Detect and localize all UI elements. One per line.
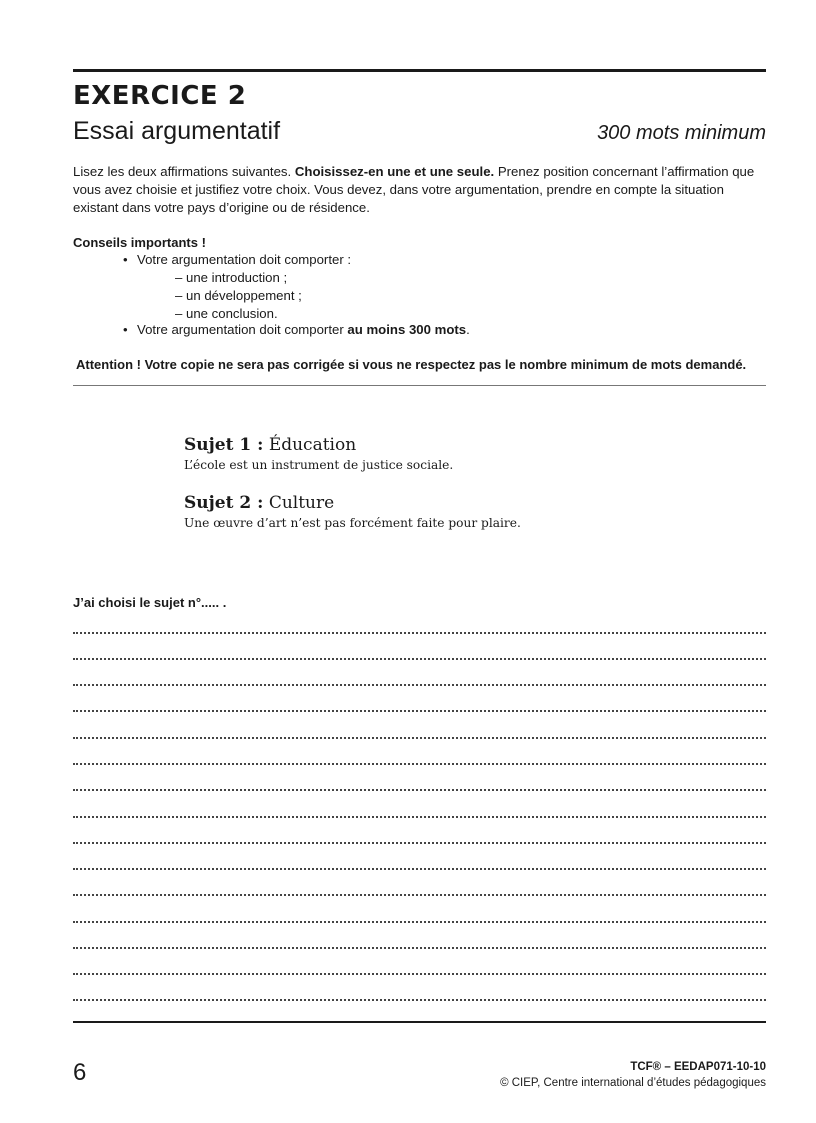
answer-line[interactable] <box>73 710 766 712</box>
warning-text: Attention ! Votre copie ne sera pas corrigée si vous ne respectez pas le nombre minimum de mots demandé. <box>76 357 747 372</box>
footer-copyright: © CIEP, Centre international d’études pédagogiques <box>500 1077 766 1089</box>
page-number: 6 <box>73 1059 87 1086</box>
answer-line[interactable] <box>73 789 766 791</box>
word-minimum: 300 mots minimum <box>597 122 766 144</box>
answer-line[interactable] <box>73 921 766 923</box>
instructions <box>73 163 766 217</box>
instructions-part3: Prenez position concernant l’affirmation que vous avez choisie et justifiez votre choix. Vous devez, dans votre argumentation, prendre en compte la situation existant dans votre pays d’origine ou de résidence. <box>73 164 755 215</box>
conseils-title: Conseils importants ! <box>73 235 206 250</box>
conseil-bullet-1 <box>123 251 351 269</box>
sujet-1-label: Sujet 1 : <box>184 435 264 455</box>
instructions-bold: Choisissez-en une et une seule. <box>294 164 495 179</box>
sujet-1-theme: Éducation <box>268 435 357 455</box>
sujet-2-text: Une œuvre d’art n’est pas forcément faite pour plaire. <box>184 516 521 530</box>
answer-line[interactable] <box>73 658 766 660</box>
bullet-1-text: Votre argumentation doit comporter : <box>137 252 352 267</box>
footer-code: TCF® – EEDAP071-10-10 <box>630 1061 766 1073</box>
bullet-dot-icon: • <box>123 252 128 267</box>
sujet-1 <box>184 434 453 473</box>
answer-line[interactable] <box>73 868 766 870</box>
choice-blank[interactable]: ..... . <box>201 595 227 610</box>
exercise-subtitle: Essai argumentatif <box>73 117 281 145</box>
instructions-part1: Lisez les deux affirmations suivantes. <box>73 164 295 179</box>
bottom-rule <box>73 1021 766 1023</box>
answer-line[interactable] <box>73 632 766 634</box>
sujet-2 <box>184 492 521 531</box>
answer-line[interactable] <box>73 737 766 739</box>
conseil-sub-item: – un développement ; <box>175 288 302 303</box>
answer-line[interactable] <box>73 842 766 844</box>
sujet-1-text: L’école est un instrument de justice sociale. <box>184 458 454 472</box>
sujet-2-label: Sujet 2 : <box>184 493 264 513</box>
bullet-2-bold: au moins 300 mots <box>347 322 467 337</box>
separator-rule <box>73 385 766 386</box>
bullet-2-prefix: Votre argumentation doit comporter <box>137 322 348 337</box>
answer-line[interactable] <box>73 947 766 949</box>
sujet-2-theme: Culture <box>268 493 335 513</box>
conseil-sub-item: – une introduction ; <box>175 270 288 285</box>
choice-prompt: J’ai choisi le sujet n° <box>73 595 202 610</box>
answer-line[interactable] <box>73 816 766 818</box>
answer-line[interactable] <box>73 763 766 765</box>
answer-line[interactable] <box>73 973 766 975</box>
bullet-2-suffix: . <box>466 322 470 337</box>
answer-line[interactable] <box>73 999 766 1001</box>
answer-line[interactable] <box>73 684 766 686</box>
conseil-sub-item: – une conclusion. <box>175 306 278 321</box>
exercise-title: EXERCICE 2 <box>73 81 247 111</box>
conseil-bullet-2 <box>123 321 470 339</box>
answer-line[interactable] <box>73 894 766 896</box>
subject-choice[interactable] <box>73 594 226 612</box>
top-rule <box>73 69 766 72</box>
bullet-dot-icon: • <box>123 322 128 337</box>
